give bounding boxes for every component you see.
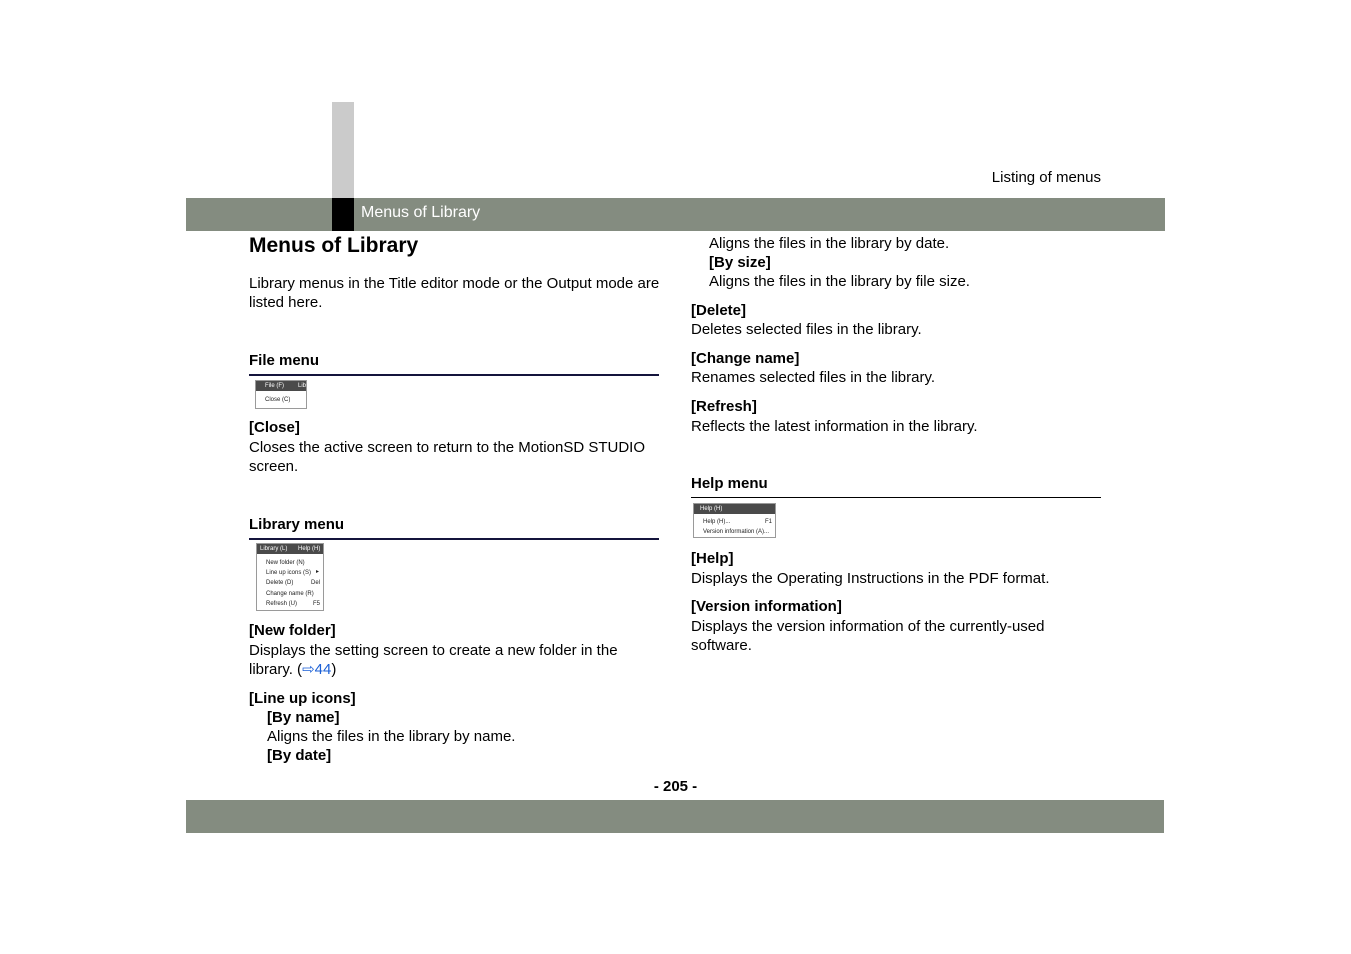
refresh-label: [Refresh] — [691, 398, 757, 415]
change-name-desc: Renames selected files in the library. — [691, 369, 935, 386]
mini-bar-item: File (F) — [265, 383, 284, 389]
link-page-number: 44 — [314, 661, 332, 678]
new-folder-desc-close: ) — [331, 661, 337, 678]
mini-bar-item: Library (L) — [260, 546, 288, 552]
mini-menu-item: Line up icons (S) — [266, 570, 312, 576]
delete-label: [Delete] — [691, 302, 747, 319]
file-menu-screenshot — [255, 380, 307, 409]
library-menu-screenshot — [256, 543, 324, 611]
new-folder-desc — [249, 641, 669, 679]
mini-shortcut: F5 — [313, 601, 321, 607]
mini-menu-item: Delete (D) — [266, 580, 294, 586]
header-gray-tab — [332, 102, 354, 198]
close-desc: Closes the active screen to return to the MotionSD STUDIO screen. — [249, 439, 645, 475]
mini-menu-item: New folder (N) — [266, 560, 305, 566]
help-menu-heading: Help menu — [691, 474, 1101, 498]
link-arrow-icon: ⇨ — [302, 661, 315, 678]
by-size-label: [By size] — [709, 254, 771, 271]
page-link[interactable] — [302, 661, 331, 678]
help-label: [Help] — [691, 550, 734, 567]
change-name-label: [Change name] — [691, 350, 800, 367]
submenu-arrow-icon: ▸ — [316, 569, 320, 575]
version-desc: Displays the version information of the currently-used software. — [691, 618, 1045, 654]
line-up-icons-label: [Line up icons] — [249, 690, 356, 707]
mini-menu-item: Help (H)... — [703, 519, 731, 525]
by-name-label: [By name] — [267, 709, 340, 726]
mini-menu-item: Version information (A)... — [703, 529, 770, 535]
help-desc: Displays the Operating Instructions in the PDF format. — [691, 570, 1050, 587]
by-size-desc: Aligns the files in the library by file size. — [709, 273, 970, 290]
mini-bar-item: Help (H) — [700, 506, 723, 512]
refresh-desc: Reflects the latest information in the library. — [691, 418, 978, 435]
mini-menu-item: Close (C) — [265, 397, 291, 403]
new-folder-desc-line2: library. ( — [249, 661, 303, 678]
mini-menu-item: Change name (R) — [266, 591, 314, 597]
mini-shortcut: Del — [311, 580, 321, 586]
file-menu-heading: File menu — [249, 351, 659, 376]
mini-bar-item: Help (H) — [298, 546, 321, 552]
mini-shortcut: F1 — [765, 519, 773, 525]
mini-menu-item: Refresh (U) — [266, 601, 298, 607]
by-name-desc: Aligns the files in the library by name. — [267, 728, 516, 745]
new-folder-label: [New folder] — [249, 622, 336, 639]
section-label: Listing of menus — [991, 169, 1101, 186]
page-title: Menus of Library — [249, 234, 419, 257]
new-folder-desc-line1: Displays the setting screen to create a new folder in the — [249, 642, 618, 659]
delete-desc: Deletes selected files in the library. — [691, 321, 922, 338]
close-label: [Close] — [249, 419, 300, 436]
header-black-tab — [332, 198, 354, 231]
intro-text: Library menus in the Title editor mode or the Output mode are listed here. — [249, 275, 660, 311]
by-date-desc: Aligns the files in the library by date. — [709, 235, 950, 252]
help-menu-screenshot — [693, 503, 776, 538]
mini-bar-item: Lib — [298, 383, 307, 389]
version-label: [Version information] — [691, 598, 842, 615]
library-menu-heading: Library menu — [249, 515, 659, 540]
footer-band — [186, 800, 1164, 833]
by-date-label: [By date] — [267, 747, 332, 764]
header-band-title: Menus of Library — [361, 204, 481, 221]
page-number: - 205 - — [653, 778, 698, 795]
